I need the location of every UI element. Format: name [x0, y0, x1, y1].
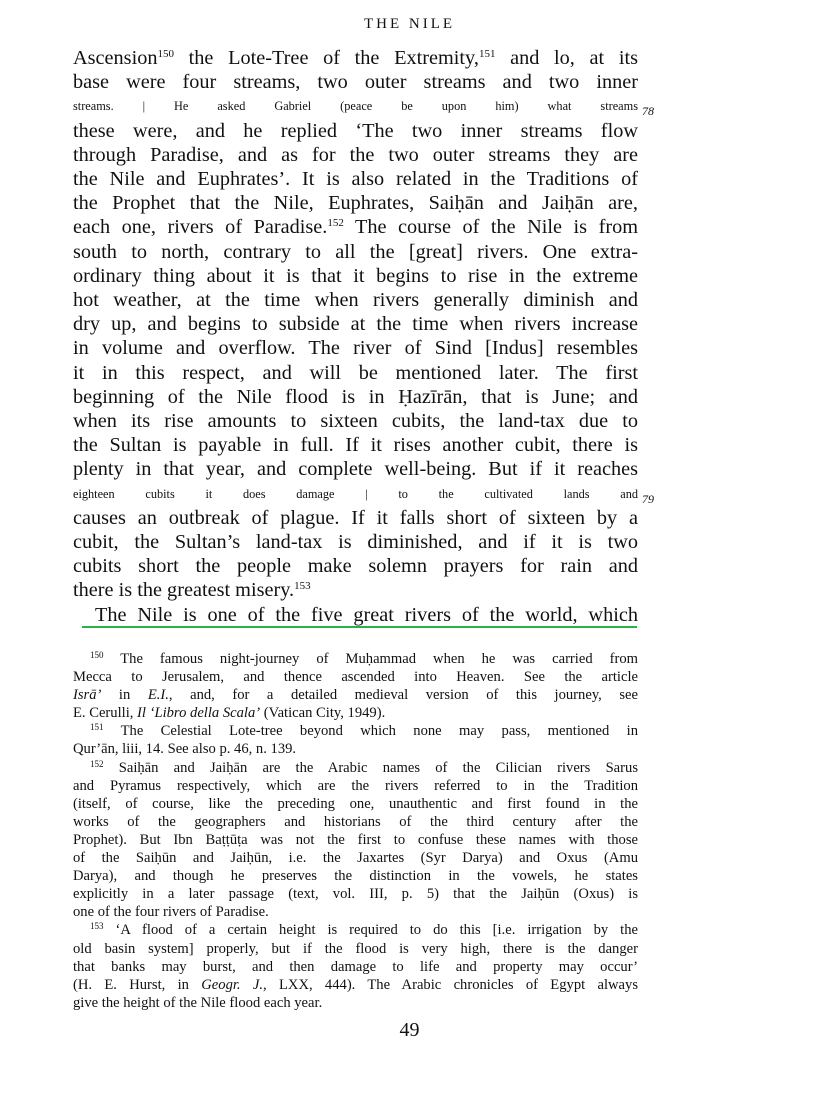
footnote-line: Isrā’ in E.I., and, for a detailed medieval version of this journey, see — [73, 687, 638, 704]
running-head: THE NILE — [363, 16, 456, 32]
text-line: ordinary thing about it is that it begins to rise in the extreme — [73, 264, 638, 287]
page-number: 49 — [399, 1019, 420, 1041]
text-line: each one, rivers of Paradise.$^{152}$ The course of the Nile is from — [73, 216, 638, 239]
footnote-line: explicitly in a later passage (text, vol. III, p. 5) that the Jaiḥūn (Oxus) is — [73, 886, 638, 903]
footnote-number: 153 — [90, 921, 104, 932]
footnotes — [73, 650, 638, 1012]
text-line: Ascension$^{150}$ the Lote-Tree of the Extremity,$^{151}$ and lo, at its — [73, 47, 638, 69]
text-line: south to north, contrary to all the [great] rivers. One extra- — [73, 240, 638, 263]
highlight-underline — [82, 626, 637, 628]
text-line: these were, and he replied ‘The two inner streams flow — [73, 119, 638, 142]
footnote-line: (H. E. Hurst, in Geogr. J., LXX, 444). The Arabic chronicles of Egypt always — [73, 976, 638, 993]
text-line: beginning of the Nile flood is in Ḥazīrān, that is June; and — [73, 385, 638, 408]
text-line: in volume and overflow. The river of Sind [Indus] resembles — [73, 337, 638, 360]
text-line: when its rise amounts to sixteen cubits, the land-tax due to — [73, 410, 638, 433]
footnote-line: (itself, of course, like the preceding one, unauthentic and first found in the — [73, 795, 638, 812]
footnote-line: that banks may burst, and then damage to life and property may occur’ — [73, 958, 638, 975]
footnote-line: works of the geographers and historians of the third century after the — [73, 813, 638, 830]
footnote-line: old basin system] properly, but if the flood is very high, there is the danger — [73, 940, 638, 957]
main-text — [73, 46, 654, 627]
text-line: hot weather, at the time when rivers generally diminish and — [73, 289, 638, 312]
footnote-line: of the Saiḥūn and Jaiḥūn, i.e. the Jaxartes (Syr Darya) and Oxus (Amu — [73, 850, 638, 867]
footnote-line: Prophet). But Ibn Baṭṭūṭa was not the first to confuse these names with those — [73, 831, 638, 848]
footnote-number: 152 — [90, 758, 104, 769]
text-line: streams. | He asked Gabriel (peace be upon him) what streams 78 — [73, 94, 638, 118]
footnote-line: one of the four rivers of Paradise. — [73, 904, 269, 921]
text-line: through Paradise, and as for the two outer streams they are — [73, 143, 638, 166]
footnote-line: Mecca to Jerusalem, and thence ascended into Heaven. See the article — [73, 669, 638, 686]
margin-page-ref-78: 78 — [642, 104, 654, 119]
text-line: the Nile and Euphrates’. It is also related in the Traditions of — [73, 168, 638, 191]
footnote-line: and Pyramus respectively, which are the rivers referred to in the Tradition — [73, 777, 638, 794]
footnote-151: $^{151}$ The Celestial Lote-tree beyond which none may pass, mentioned in — [90, 722, 638, 740]
footnote-ref-152[interactable]: 152 — [327, 217, 344, 230]
text-line: the Prophet that the Nile, Euphrates, Saiḥān and Jaiḥān are, — [73, 192, 638, 215]
text-line: the Sultan is payable in full. If it rises another cubit, there is — [73, 434, 638, 457]
footnote-153: $^{153}$ ‘A flood of a certain height is required to do this [i.e. irrigation by the — [90, 921, 638, 939]
footnote-line: E. Cerulli, Il ‘Libro della Scala’ (Vatican City, 1949). — [73, 705, 386, 722]
footnote-line: give the height of the Nile flood each year. — [73, 994, 323, 1011]
text-line: there is the greatest misery.$^{153}$ — [73, 579, 311, 602]
text-line: cubit, the Sultan’s land-tax is diminished, and if it is two — [73, 531, 638, 554]
text-line: causes an outbreak of plague. If it falls short of sixteen by a — [73, 506, 638, 529]
footnote-ref-151[interactable]: 151 — [478, 48, 496, 60]
footnote-line: Darya), and though he preserves the distinction in the vowels, he states — [73, 868, 638, 885]
text-line: dry up, and begins to subside at the time when rivers increase — [73, 313, 638, 336]
footnote-152: $^{152}$ Saiḥān and Jaiḥān are the Arabic names of the Cilician rivers Sarus — [90, 758, 638, 776]
text-line: base were four streams, two outer streams and two inner — [73, 71, 638, 94]
footnote-ref-153[interactable]: 153 — [294, 580, 311, 593]
text-line: cubits short the people make solemn prayers for rain and — [73, 555, 638, 578]
text-line: plenty in that year, and complete well-being. But if it reaches — [73, 458, 638, 481]
footnote-number: 150 — [90, 650, 104, 660]
footnote-ref-150[interactable]: 150 — [157, 48, 174, 60]
text-line-highlighted: The Nile is one of the five great rivers of the world, which — [95, 603, 638, 626]
text-line: it in this respect, and will be mentioned later. The first — [73, 361, 638, 384]
text-line: eighteen cubits it does damage | to the cultivated lands and 79 — [73, 482, 638, 506]
footnote-number: 151 — [90, 722, 104, 733]
margin-page-ref-79: 79 — [642, 491, 654, 506]
footnote-150: $^{150}$ The famous night-journey of Muḥammad when he was carried from — [90, 650, 638, 667]
footnote-line: Qur’ān, liii, 14. See also p. 46, n. 139. — [73, 741, 297, 758]
